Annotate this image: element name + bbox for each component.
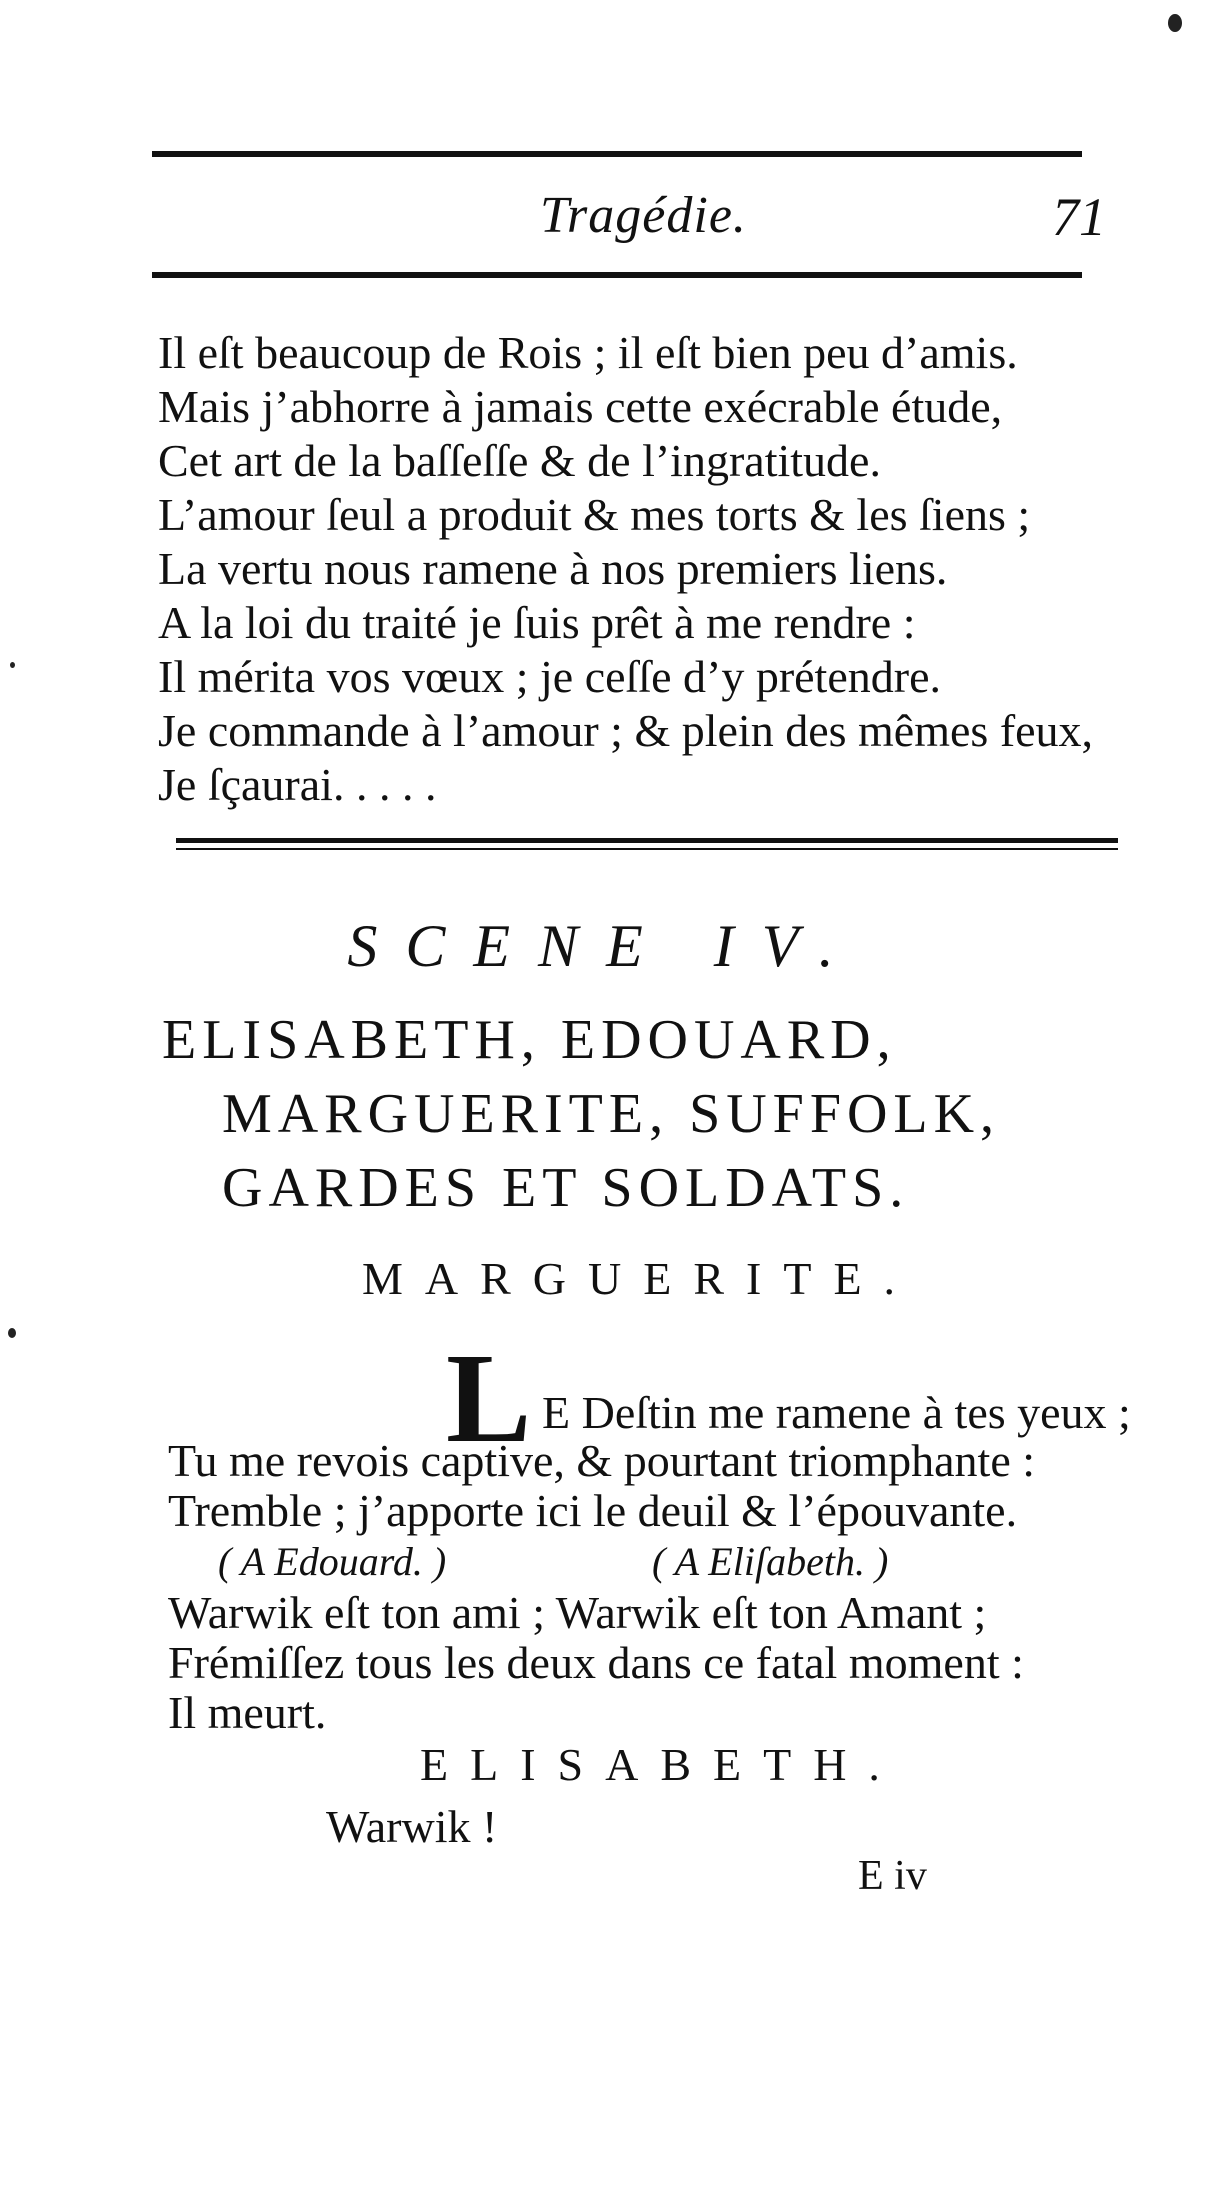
verse-line: Warwik eſt ton ami ; Warwik eſt ton Amant ; xyxy=(168,1587,987,1638)
verse-line: Mais j’abhorre à jamais cette exécrable étude, xyxy=(158,381,1003,432)
verse-line: Il meurt. xyxy=(168,1687,327,1738)
cast-line: MARGUERITE, SUFFOLK, xyxy=(222,1083,1001,1145)
ink-speck xyxy=(8,1328,16,1338)
drop-cap: L xyxy=(446,1327,532,1469)
page-number: 71 xyxy=(1052,187,1106,247)
scene-heading: SCENE IV. xyxy=(347,913,862,979)
ink-speck xyxy=(10,662,15,668)
verse-line: Il mérita vos vœux ; je ceſſe d’y prétendre. xyxy=(158,651,941,702)
verse-line: La vertu nous ramene à nos premiers liens. xyxy=(158,543,948,594)
stage-direction: ( A Eliſabeth. ) xyxy=(652,1539,889,1584)
ink-speck xyxy=(1168,14,1182,32)
stage-direction: ( A Edouard. ) xyxy=(218,1539,447,1584)
header-rule-top xyxy=(152,151,1082,157)
running-title: Tragédie. xyxy=(540,187,747,244)
verse-line: Je ſçaurai. . . . . xyxy=(158,759,437,810)
verse-line: E Deſtin me ramene à tes yeux ; xyxy=(542,1387,1131,1438)
verse-line: Je commande à l’amour ; & plein des mêmes feux, xyxy=(158,705,1094,756)
speaker-name: ELISABETH. xyxy=(420,1739,902,1790)
verse-line: Il eſt beaucoup de Rois ; il eſt bien peu d’amis. xyxy=(158,327,1018,378)
verse-line: Cet art de la baſſeſſe & de l’ingratitude. xyxy=(158,435,881,486)
verse-line: A la loi du traité je ſuis prêt à me rendre : xyxy=(158,597,916,648)
signature-mark: E iv xyxy=(858,1853,927,1899)
verse-line: L’amour ſeul a produit & mes torts & les ſiens ; xyxy=(158,489,1031,540)
cast-line: GARDES ET SOLDATS. xyxy=(222,1157,910,1219)
cast-line: ELISABETH, EDOUARD, xyxy=(162,1009,897,1071)
scene-separator-rule xyxy=(176,838,1118,843)
speaker-name: MARGUERITE. xyxy=(362,1253,918,1304)
header-rule-bottom xyxy=(152,272,1082,278)
verse-line: Tu me revois captive, & pourtant triomphante : xyxy=(168,1435,1036,1486)
verse-line: Tremble ; j’apporte ici le deuil & l’épouvante. xyxy=(168,1485,1018,1536)
verse-line: Warwik ! xyxy=(326,1801,498,1852)
verse-line: Frémiſſez tous les deux dans ce fatal moment : xyxy=(168,1637,1024,1688)
scene-separator-rule xyxy=(176,848,1118,850)
